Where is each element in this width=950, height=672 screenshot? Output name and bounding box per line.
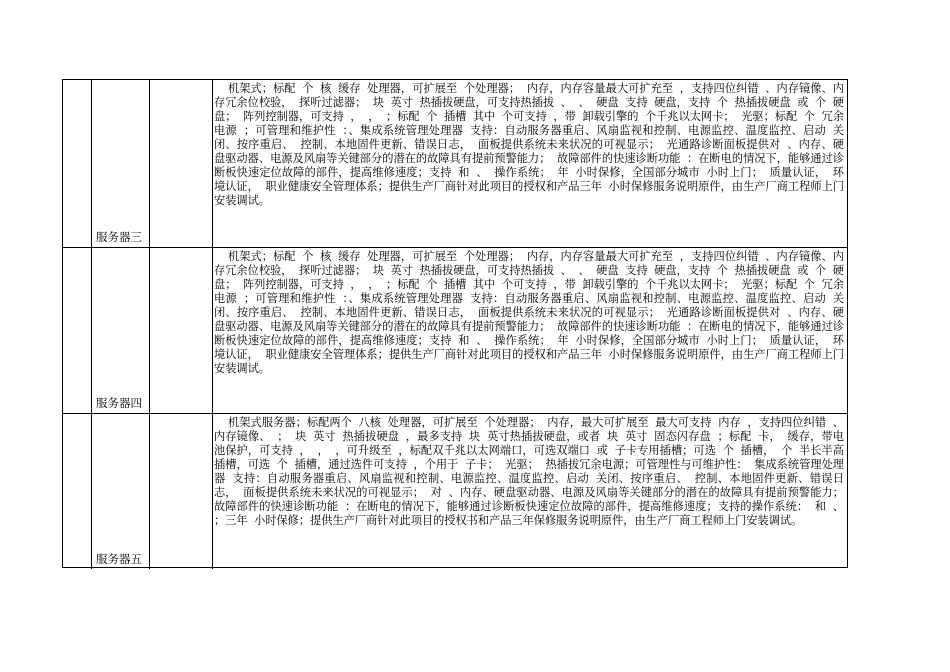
spec-table	[62, 79, 848, 568]
empty-cell	[149, 414, 213, 569]
empty-cell	[149, 248, 213, 413]
name-cell	[91, 80, 150, 247]
server-name: 服务器五	[96, 552, 142, 566]
desc-cell	[212, 80, 847, 247]
server-description: 机架式；标配 个 核 缓存 处理器，可扩展至 个处理器； 内存，内存容量最大可扩充至 ，支持四位纠错 、内存镜像、内存冗余位校验， 探听过滤器； 块 英寸 热插拔硬盘，可支持热插拔 、 、 硬盘 支持 硬盘，支持 个 热插拔硬盘 或 个 硬盘； 阵列控制器，可支持 ， ， ；标配 个 插槽 其中 个可支持 ，带 卸载引擎的 个千兆以太网卡； 光驱；标配 个 冗余电源 ；可管理和维护性 ：、集成系统管理处理器 支持：自动服务器重启、风扇监视和控制、电源监控、温度监控、启动 关闭、按序重启、 控制、本地固件更新、错误日志， 面板提供系统未来状况的可视显示； 光通路诊断面板提供对 、内存、硬盘驱动器、电源及风扇等关键部分的潜在的故障具有提前预警能力； 故障部件的快速诊断功能 ：在断电的情况下，能够通过诊断板快速定位故障的部件，提高维修速度；支持 和 、 操作系统； 年 小时保修，全国部分城市 小时上门； 质量认证， 环境认证， 职业健康安全管理体系；提供生产厂商针对此项目的授权和产品三年 小时保修服务说明原件，由生产厂商工程师上门安装调试。	[214, 82, 844, 207]
table-row	[63, 80, 847, 248]
server-name: 服务器三	[96, 230, 142, 244]
table-row	[63, 248, 847, 414]
name-cell	[91, 248, 150, 413]
desc-cell	[212, 414, 847, 569]
index-cell	[63, 80, 92, 247]
index-cell	[63, 248, 92, 413]
index-cell	[63, 414, 92, 569]
server-description: 机架式；标配 个 核 缓存 处理器，可扩展至 个处理器； 内存，内存容量最大可扩充至 ，支持四位纠错 、内存镜像、内存冗余位校验， 探听过滤器； 块 英寸 热插拔硬盘，可支持热插拔 、 、 硬盘 支持 硬盘，支持 个 热插拔硬盘 或 个 硬盘； 阵列控制器，可支持 ， ， ；标配 个 插槽 其中 个可支持 ，带 卸载引擎的 个千兆以太网卡； 光驱；标配 个 冗余电源 ；可管理和维护性 ：、集成系统管理处理器 支持：自动服务器重启、风扇监视和控制、电源监控、温度监控、启动 关闭、按序重启、 控制、本地固件更新、错误日志， 面板提供系统未来状况的可视显示； 光通路诊断面板提供对 、内存、硬盘驱动器、电源及风扇等关键部分的潜在的故障具有提前预警能力； 故障部件的快速诊断功能 ：在断电的情况下，能够通过诊断板快速定位故障的部件，提高维修速度；支持 和 、 操作系统； 年 小时保修，全国部分城市 小时上门； 质量认证， 环境认证， 职业健康安全管理体系；提供生产厂商针对此项目的授权和产品三年 小时保修服务说明原件，由生产厂商工程师上门安装调试。	[214, 250, 844, 375]
desc-cell	[212, 248, 847, 413]
name-cell	[91, 414, 150, 569]
table-row	[63, 414, 847, 569]
server-description: 机架式服务器；标配两个 八核 处理器，可扩展至 个处理器； 内存，最大可扩展至 最大可支持 内存 ，支持四位纠错 、内存镜像、 ； 块 英寸 热插拔硬盘 ，最多支持 块 英寸热插拔硬盘，或者 块 英寸 固态闪存盘 ；标配 卡， 缓存，带电池保护，可支持 ， ， ，可升级至 ，标配双千兆以太网端口，可选双端口 或 子卡专用插槽；可选 个 插槽， 个 半长半高 插槽，可选 个 插槽，通过选件可支持 ，个用于 子卡； 光驱； 热插拔冗余电源；可管理性与可维护性： 集成系统管理处理器 支持：自动服务器重启、风扇监视和控制、电源监控、温度监控、启动 关闭、按序重启、 控制、本地固件更新、错误日志， 面板提供系统未来状况的可视显示； 对 、内存、硬盘驱动器、电源及风扇等关键部分的潜在的故障具有提前预警能力； 故障部件的快速诊断功能 ：在断电的情况下，能够通过诊断板快速定位故障的部件，提高维修速度；支持的操作系统： 和 、 ；三年 小时保修；提供生产厂商针对此项目的授权书和产品三年保修服务说明原件，由生产厂商工程师上门安装调试。	[214, 416, 844, 527]
empty-cell	[149, 80, 213, 247]
server-name: 服务器四	[96, 396, 142, 410]
